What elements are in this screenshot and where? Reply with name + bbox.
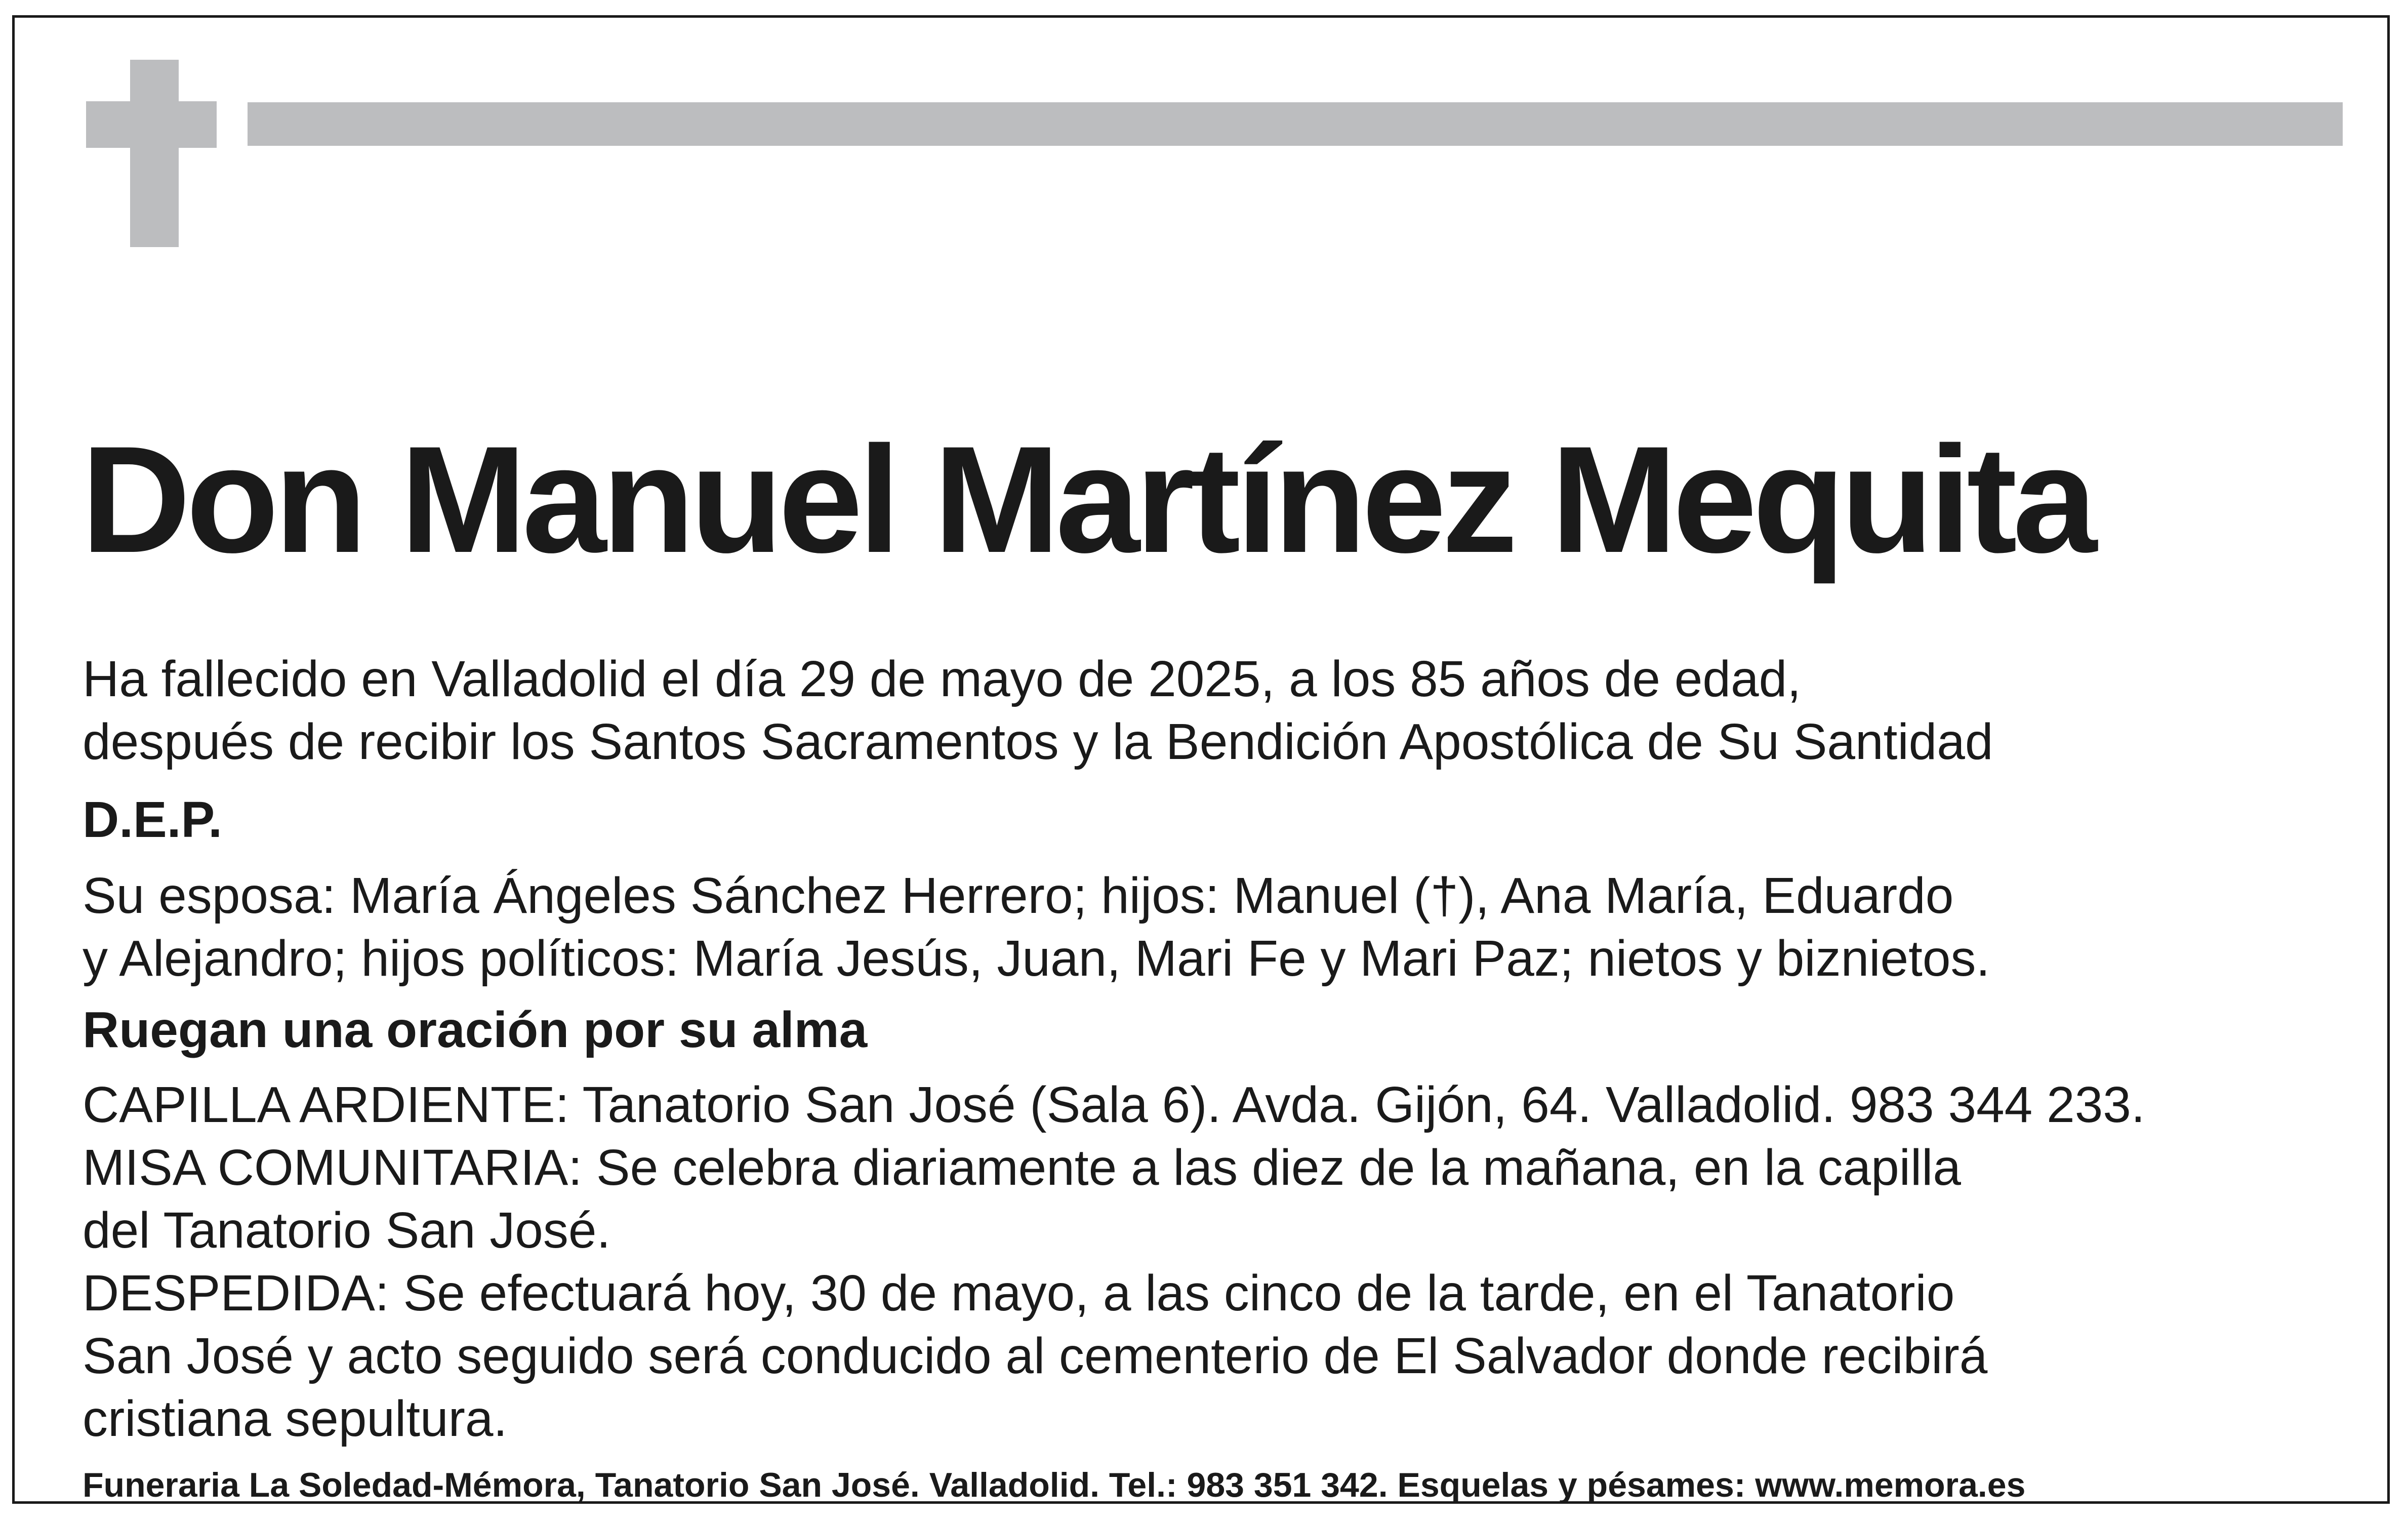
family-line: Su esposa: María Ángeles Sánchez Herrero; hijos: Manuel (†), Ana María, Eduardo xyxy=(83,867,1954,924)
announcement-line: después de recibir los Santos Sacramentos y la Bendición Apostólica de Su Santidad xyxy=(83,713,1993,770)
family-list xyxy=(83,864,1990,990)
announcement-line: Ha fallecido en Valladolid el día 29 de mayo de 2025, a los 85 años de edad, xyxy=(83,651,1802,707)
service-details xyxy=(83,1073,2145,1450)
service-line: cristiana sepultura. xyxy=(83,1390,508,1447)
service-line: del Tanatorio San José. xyxy=(83,1202,611,1259)
cross-horizontal-beam xyxy=(86,101,217,148)
death-announcement xyxy=(83,648,1993,773)
prayer-request: Ruegan una oración por su alma xyxy=(83,1002,868,1058)
funeral-home-footer: Funeraria La Soledad-Mémora, Tanatorio San José. Valladolid. Tel.: 983 351 342. Esquelas y pésames: www.memora.es xyxy=(83,1466,2026,1504)
family-line: y Alejandro; hijos políticos: María Jesús, Juan, Mari Fe y Mari Paz; nietos y biznietos. xyxy=(83,930,1990,987)
rip-label: D.E.P. xyxy=(83,791,223,848)
header-bar xyxy=(248,102,2343,146)
service-line: San José y acto seguido será conducido al cementerio de El Salvador donde recibirá xyxy=(83,1328,1988,1384)
cross-vertical-beam xyxy=(130,60,179,247)
service-line: CAPILLA ARDIENTE: Tanatorio San José (Sala 6). Avda. Gijón, 64. Valladolid. 983 344 233. xyxy=(83,1076,2145,1133)
service-line: DESPEDIDA: Se efectuará hoy, 30 de mayo, a las cinco de la tarde, en el Tanatorio xyxy=(83,1265,1955,1322)
service-line: MISA COMUNITARIA: Se celebra diariamente a las diez de la mañana, en la capilla xyxy=(83,1139,1961,1196)
deceased-name: Don Manuel Martínez Mequita xyxy=(81,414,2093,584)
